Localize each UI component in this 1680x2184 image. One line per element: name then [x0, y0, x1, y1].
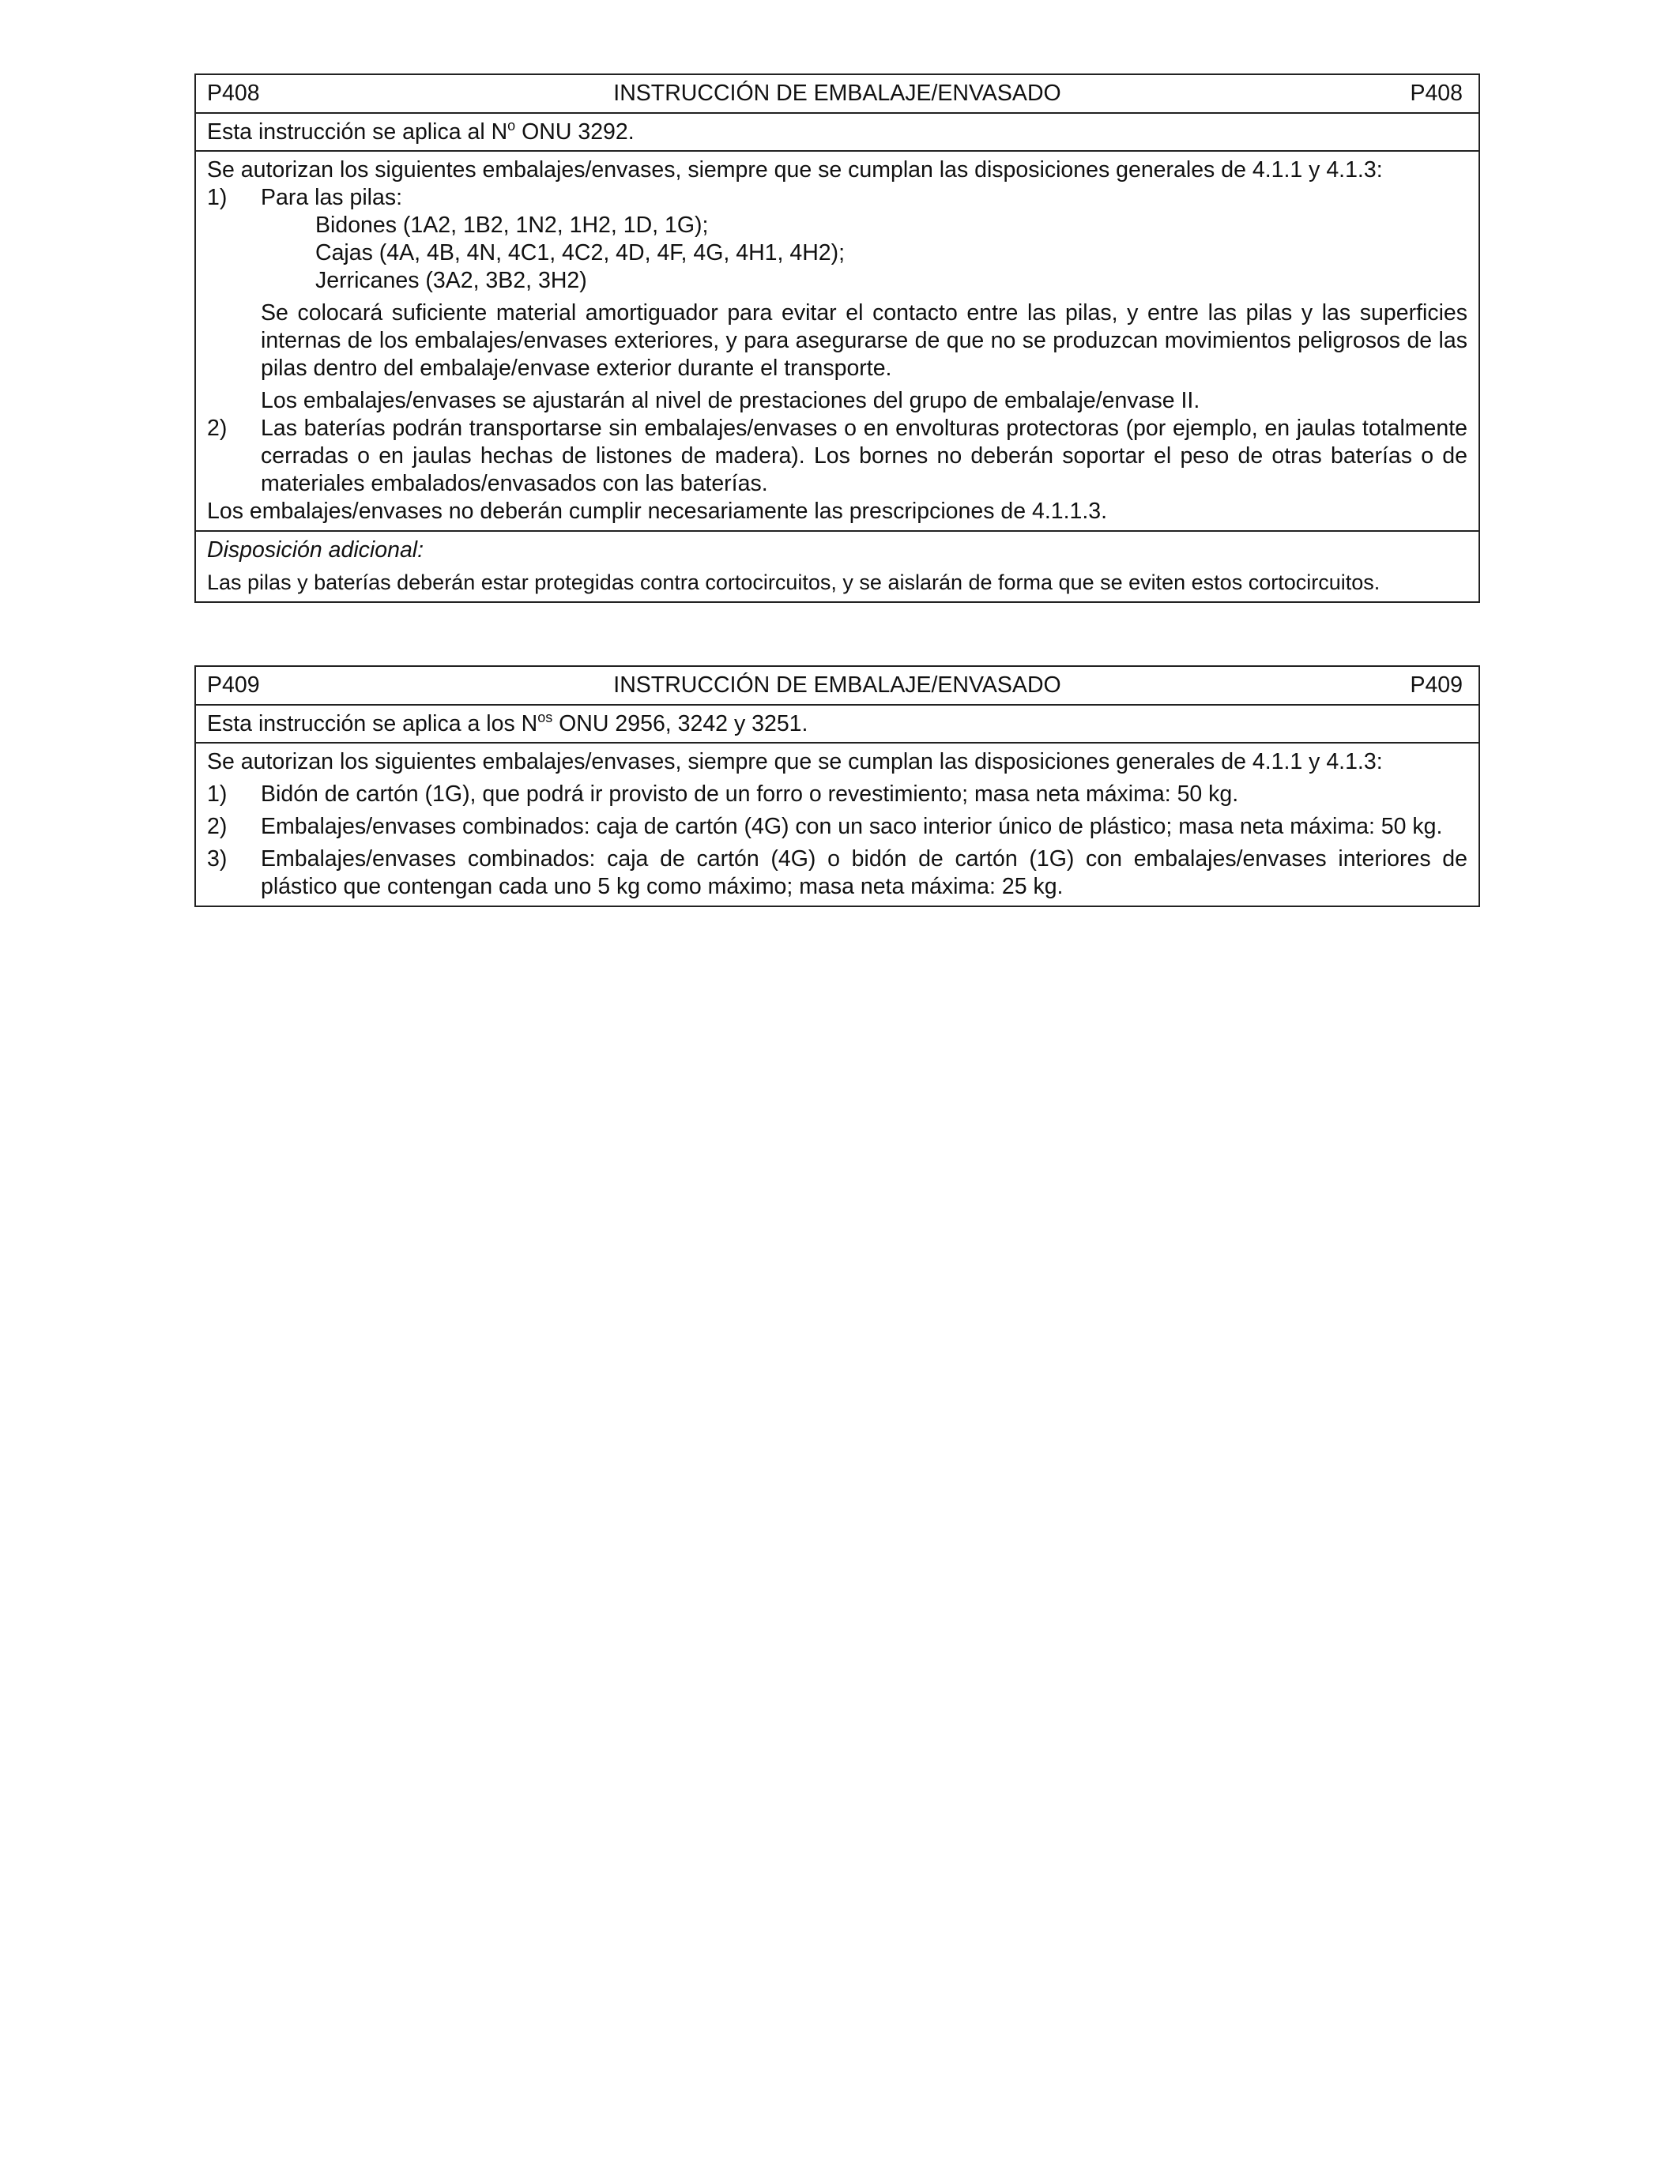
p408-item-1-para-1: Se colocará suficiente material amortiguador para evitar el contacto entre las pilas, y entre las pilas y las superficies internas de los embalajes/envases exteriores, y para asegurarse de que no se produzcan movimientos peligrosos de las pilas dentro del embalaje/envase exterior durante el transporte.	[261, 300, 1467, 381]
p409-item-1-num: 1)	[207, 781, 228, 807]
p409-applies-sup: os	[537, 710, 553, 725]
p408-item-2-num: 2)	[207, 416, 228, 441]
p408-code-right: P408	[1410, 81, 1463, 106]
p408-applies-pre: Esta instrucción se aplica al N	[207, 119, 508, 145]
p408-title: INSTRUCCIÓN DE EMBALAJE/ENVASADO	[613, 81, 1061, 106]
p409-item-2	[207, 813, 1467, 841]
p408-applies-row	[196, 114, 1478, 152]
p409-body	[196, 744, 1478, 906]
p409-item-3-text: Embalajes/envases combinados: caja de cartón (4G) o bidón de cartón (1G) con embalajes/envases interiores de plástico que contengan cada uno 5 kg como máximo; masa neta máxima: 25 kg.	[261, 846, 1467, 899]
p409-title: INSTRUCCIÓN DE EMBALAJE/ENVASADO	[613, 672, 1061, 698]
packing-instruction-p409	[194, 665, 1480, 907]
p409-intro: Se autorizan los siguientes embalajes/envases, siempre que se cumplan las disposiciones generales de 4.1.1 y 4.1.3:	[207, 749, 1383, 774]
p409-applies-pre: Esta instrucción se aplica a los N	[207, 711, 538, 736]
p408-code-left: P408	[207, 81, 260, 106]
p408-item-1-sub-3: Jerricanes (3A2, 3B2, 3H2)	[315, 268, 587, 293]
p409-header	[196, 667, 1478, 706]
p408-intro: Se autorizan los siguientes embalajes/envases, siempre que se cumplan las disposiciones generales de 4.1.1 y 4.1.3:	[207, 157, 1383, 183]
p408-item-1-sub-2: Cajas (4A, 4B, 4N, 4C1, 4C2, 4D, 4F, 4G, 4H1, 4H2);	[315, 240, 846, 265]
p408-item-1-num: 1)	[207, 185, 228, 210]
p409-item-1	[207, 781, 1467, 808]
p408-additional-text: Las pilas y baterías deberán estar protegidas contra cortocircuitos, y se aislarán de forma que se eviten estos cortocircuitos.	[207, 570, 1381, 594]
p408-body	[196, 152, 1478, 532]
p408-applies-sup: o	[507, 118, 516, 134]
p408-applies-post: ONU 3292.	[515, 119, 635, 145]
p408-item-1-text: Para las pilas:	[261, 185, 403, 210]
p409-code-left: P409	[207, 672, 260, 698]
p408-item-2-text: Las baterías podrán transportarse sin embalajes/envases o en envolturas protectoras (por ejemplo, en jaulas totalmente cerradas o en jaulas hechas de listones de madera). Los bornes no deberán soportar el peso de otras baterías o de materiales embalados/envasados con las baterías.	[261, 416, 1467, 496]
p408-item-1	[207, 184, 1467, 212]
p408-item-1-para-2: Los embalajes/envases se ajustarán al nivel de prestaciones del grupo de embalaje/envase II.	[261, 388, 1200, 413]
p409-item-2-num: 2)	[207, 814, 228, 839]
p408-closing: Los embalajes/envases no deberán cumplir necesariamente las prescripciones de 4.1.1.3.	[207, 499, 1108, 524]
p408-additional	[196, 532, 1478, 601]
p409-applies-post: ONU 2956, 3242 y 3251.	[552, 711, 808, 736]
p408-item-2	[207, 415, 1467, 498]
packing-instruction-p408	[194, 73, 1480, 603]
p409-item-3-num: 3)	[207, 846, 228, 872]
p409-item-1-text: Bidón de cartón (1G), que podrá ir provisto de un forro o revestimiento; masa neta máxima: 50 kg.	[261, 781, 1239, 807]
p409-item-3	[207, 845, 1467, 901]
p408-header	[196, 75, 1478, 114]
p409-code-right: P409	[1410, 672, 1463, 698]
p409-item-2-text: Embalajes/envases combinados: caja de cartón (4G) con un saco interior único de plástico; masa neta máxima: 50 kg.	[261, 814, 1443, 839]
p409-applies-row	[196, 706, 1478, 744]
p408-additional-heading: Disposición adicional:	[207, 537, 424, 563]
p408-item-1-sub-1: Bidones (1A2, 1B2, 1N2, 1H2, 1D, 1G);	[315, 213, 709, 238]
